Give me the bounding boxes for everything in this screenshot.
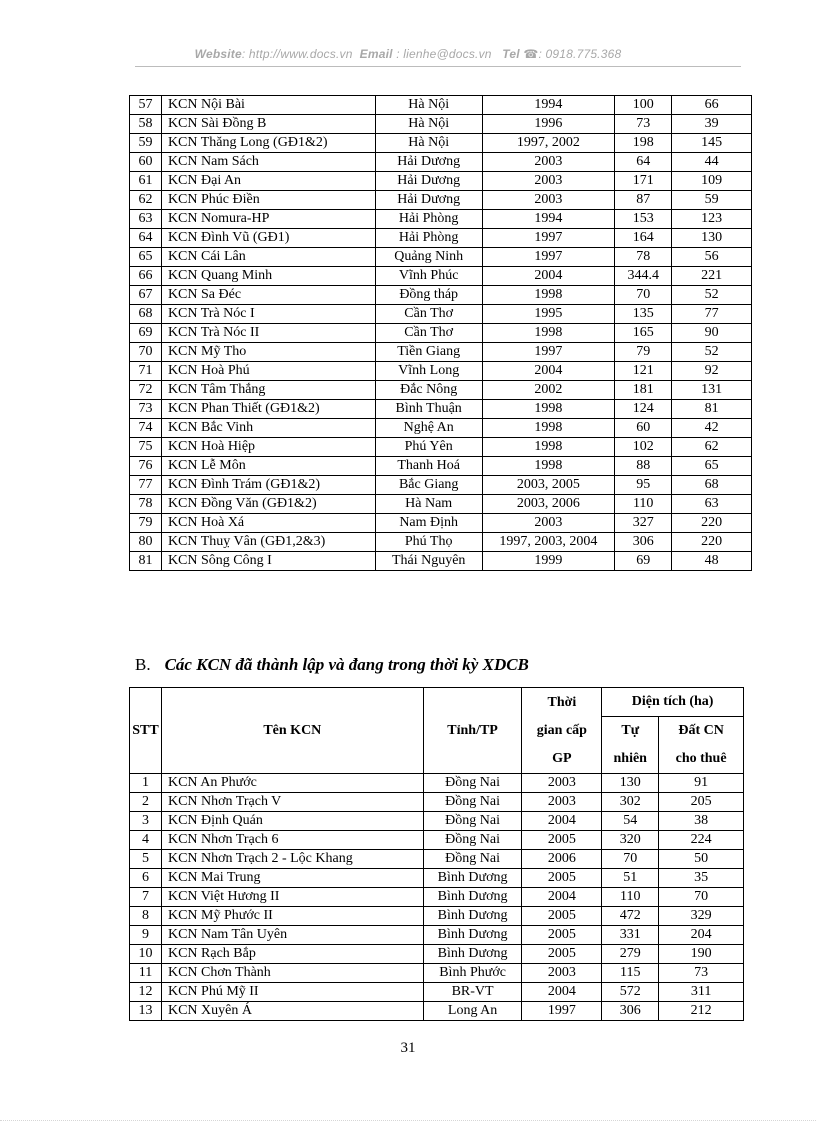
table-row [130, 381, 752, 400]
row-stt: 11 [130, 964, 162, 983]
row-natural-area: 70 [602, 850, 659, 869]
table-row [130, 983, 744, 1002]
table-row [130, 229, 752, 248]
row-year: 2005 [522, 831, 602, 850]
row-stt: 80 [130, 533, 162, 552]
row-province: Thái Nguyên [375, 552, 482, 571]
row-lease-area: 42 [672, 419, 752, 438]
row-province: Hà Nội [375, 115, 482, 134]
row-province: Cần Thơ [375, 305, 482, 324]
row-stt: 7 [130, 888, 162, 907]
row-lease-area: 56 [672, 248, 752, 267]
row-year: 2003 [482, 191, 615, 210]
table-row [130, 248, 752, 267]
row-lease-area: 329 [659, 907, 744, 926]
row-province: Bình Dương [423, 888, 522, 907]
row-year: 2004 [522, 983, 602, 1002]
row-year: 1998 [482, 286, 615, 305]
row-year: 1994 [482, 96, 615, 115]
row-lease-area: 63 [672, 495, 752, 514]
email-label: Email [359, 47, 393, 61]
row-province: Bình Phước [423, 964, 522, 983]
table-row [130, 945, 744, 964]
row-year: 1998 [482, 438, 615, 457]
table-row [130, 476, 752, 495]
row-province: Thanh Hoá [375, 457, 482, 476]
row-stt: 6 [130, 869, 162, 888]
row-name: KCN Bắc Vinh [161, 419, 375, 438]
row-name: KCN Nomura-HP [161, 210, 375, 229]
row-lease-area: 109 [672, 172, 752, 191]
row-province: Tiền Giang [375, 343, 482, 362]
header-area: Diện tích (ha) [602, 688, 744, 717]
table-row [130, 172, 752, 191]
row-province: Đồng Nai [423, 831, 522, 850]
row-province: Bắc Giang [375, 476, 482, 495]
table-row [130, 305, 752, 324]
table-row [130, 907, 744, 926]
row-year: 1998 [482, 400, 615, 419]
row-year: 2003 [482, 153, 615, 172]
email-value: : lienhe@docs.vn [396, 47, 492, 61]
row-name: KCN Cái Lân [161, 248, 375, 267]
row-province: Bình Dương [423, 945, 522, 964]
row-name: KCN Thuỵ Vân (GĐ1,2&3) [161, 533, 375, 552]
row-name: KCN Thăng Long (GĐ1&2) [161, 134, 375, 153]
section-b-title [135, 655, 529, 675]
row-province: Long An [423, 1002, 522, 1021]
row-natural-area: 171 [615, 172, 672, 191]
row-lease-area: 66 [672, 96, 752, 115]
row-stt: 75 [130, 438, 162, 457]
row-natural-area: 54 [602, 812, 659, 831]
row-stt: 68 [130, 305, 162, 324]
row-lease-area: 205 [659, 793, 744, 812]
row-province: Phú Yên [375, 438, 482, 457]
row-natural-area: 153 [615, 210, 672, 229]
row-name: KCN Đại An [161, 172, 375, 191]
row-province: Đồng Nai [423, 850, 522, 869]
row-province: Phú Thọ [375, 533, 482, 552]
row-stt: 76 [130, 457, 162, 476]
row-lease-area: 130 [672, 229, 752, 248]
row-province: Bình Thuận [375, 400, 482, 419]
table-row [130, 812, 744, 831]
row-name: KCN Mỹ Phước II [161, 907, 423, 926]
row-lease-area: 38 [659, 812, 744, 831]
table-row [130, 191, 752, 210]
phone-icon: ☎ [523, 47, 539, 61]
row-stt: 1 [130, 774, 162, 793]
row-natural-area: 87 [615, 191, 672, 210]
row-stt: 81 [130, 552, 162, 571]
industrial-zones-table-a [129, 95, 752, 571]
row-province: Vĩnh Phúc [375, 267, 482, 286]
row-year: 2003 [522, 964, 602, 983]
header-lease [659, 717, 744, 774]
row-name: KCN Nhơn Trạch 6 [161, 831, 423, 850]
page-header [0, 47, 816, 61]
table-row [130, 926, 744, 945]
row-name: KCN Hoà Phú [161, 362, 375, 381]
row-lease-area: 91 [659, 774, 744, 793]
row-stt: 66 [130, 267, 162, 286]
row-natural-area: 472 [602, 907, 659, 926]
row-natural-area: 121 [615, 362, 672, 381]
row-year: 2003 [522, 793, 602, 812]
row-name: KCN Đình Trám (GĐ1&2) [161, 476, 375, 495]
row-natural-area: 181 [615, 381, 672, 400]
row-stt: 64 [130, 229, 162, 248]
row-name: KCN Nội Bài [161, 96, 375, 115]
row-lease-area: 65 [672, 457, 752, 476]
row-stt: 3 [130, 812, 162, 831]
row-name: KCN Quang Minh [161, 267, 375, 286]
table-row [130, 400, 752, 419]
row-lease-area: 220 [672, 533, 752, 552]
row-province: Bình Dương [423, 869, 522, 888]
row-lease-area: 145 [672, 134, 752, 153]
row-name: KCN Xuyên Á [161, 1002, 423, 1021]
row-stt: 61 [130, 172, 162, 191]
row-name: KCN Nam Tân Uyên [161, 926, 423, 945]
row-province: Hải Phòng [375, 229, 482, 248]
row-year: 2003, 2005 [482, 476, 615, 495]
row-stt: 69 [130, 324, 162, 343]
row-year: 1999 [482, 552, 615, 571]
row-lease-area: 81 [672, 400, 752, 419]
row-province: Hải Dương [375, 191, 482, 210]
row-province: Nam Định [375, 514, 482, 533]
table-row [130, 96, 752, 115]
row-natural-area: 102 [615, 438, 672, 457]
tel-label: Tel [502, 47, 520, 61]
table-row [130, 210, 752, 229]
header-natural [602, 717, 659, 774]
table-row [130, 495, 752, 514]
row-province: Đồng Nai [423, 793, 522, 812]
row-year: 2003 [522, 774, 602, 793]
row-lease-area: 131 [672, 381, 752, 400]
table-row [130, 774, 744, 793]
header-stt: STT [130, 688, 162, 774]
row-natural-area: 331 [602, 926, 659, 945]
table-row [130, 362, 752, 381]
row-natural-area: 198 [615, 134, 672, 153]
row-name: KCN An Phước [161, 774, 423, 793]
header-lease-line1: Đất CN [678, 723, 724, 738]
row-stt: 13 [130, 1002, 162, 1021]
row-lease-area: 224 [659, 831, 744, 850]
row-year: 1998 [482, 419, 615, 438]
table-b-body [130, 774, 744, 1021]
header-name: Tên KCN [161, 688, 423, 774]
row-province: Hải Phòng [375, 210, 482, 229]
row-name: KCN Phú Mỹ II [161, 983, 423, 1002]
table-row [130, 115, 752, 134]
row-natural-area: 165 [615, 324, 672, 343]
row-lease-area: 123 [672, 210, 752, 229]
row-natural-area: 60 [615, 419, 672, 438]
row-province: Hà Nam [375, 495, 482, 514]
table-row [130, 793, 744, 812]
row-province: Hải Dương [375, 153, 482, 172]
row-name: KCN Mai Trung [161, 869, 423, 888]
row-province: Đồng Nai [423, 774, 522, 793]
row-natural-area: 110 [615, 495, 672, 514]
row-province: Hải Dương [375, 172, 482, 191]
website-label: Website [194, 47, 242, 61]
table-row [130, 153, 752, 172]
header-year [522, 688, 602, 774]
row-province: Đồng Nai [423, 812, 522, 831]
table-row [130, 134, 752, 153]
row-year: 2003 [482, 172, 615, 191]
row-stt: 4 [130, 831, 162, 850]
header-year-line1: Thời [547, 694, 577, 710]
row-stt: 10 [130, 945, 162, 964]
row-lease-area: 70 [659, 888, 744, 907]
row-stt: 72 [130, 381, 162, 400]
row-stt: 60 [130, 153, 162, 172]
row-stt: 71 [130, 362, 162, 381]
header-year-line2: gian cấp [536, 722, 587, 738]
row-province: Bình Dương [423, 907, 522, 926]
row-natural-area: 302 [602, 793, 659, 812]
row-lease-area: 39 [672, 115, 752, 134]
row-natural-area: 327 [615, 514, 672, 533]
row-year: 2006 [522, 850, 602, 869]
row-province: Đồng tháp [375, 286, 482, 305]
row-year: 1996 [482, 115, 615, 134]
row-name: KCN Đình Vũ (GĐ1) [161, 229, 375, 248]
row-year: 2005 [522, 907, 602, 926]
row-natural-area: 135 [615, 305, 672, 324]
row-name: KCN Nhơn Trạch 2 - Lộc Khang [161, 850, 423, 869]
row-stt: 79 [130, 514, 162, 533]
row-name: KCN Chơn Thành [161, 964, 423, 983]
header-divider [135, 66, 741, 67]
row-lease-area: 44 [672, 153, 752, 172]
row-year: 2004 [482, 267, 615, 286]
table-row [130, 1002, 744, 1021]
row-year: 1997 [482, 343, 615, 362]
table-row [130, 850, 744, 869]
row-lease-area: 35 [659, 869, 744, 888]
row-lease-area: 90 [672, 324, 752, 343]
row-name: KCN Sài Đồng B [161, 115, 375, 134]
row-year: 1997 [522, 1002, 602, 1021]
row-name: KCN Tâm Thắng [161, 381, 375, 400]
row-natural-area: 95 [615, 476, 672, 495]
row-stt: 9 [130, 926, 162, 945]
row-stt: 62 [130, 191, 162, 210]
row-stt: 67 [130, 286, 162, 305]
row-province: Cần Thơ [375, 324, 482, 343]
row-natural-area: 320 [602, 831, 659, 850]
row-province: Hà Nội [375, 96, 482, 115]
row-year: 2005 [522, 869, 602, 888]
row-name: KCN Trà Nóc II [161, 324, 375, 343]
row-province: BR-VT [423, 983, 522, 1002]
row-lease-area: 190 [659, 945, 744, 964]
row-stt: 70 [130, 343, 162, 362]
row-name: KCN Hoà Xá [161, 514, 375, 533]
section-letter: B. [135, 655, 151, 674]
footer-divider [0, 1120, 816, 1121]
row-name: KCN Nhơn Trạch V [161, 793, 423, 812]
row-stt: 12 [130, 983, 162, 1002]
row-lease-area: 212 [659, 1002, 744, 1021]
row-year: 1998 [482, 457, 615, 476]
row-lease-area: 68 [672, 476, 752, 495]
row-natural-area: 124 [615, 400, 672, 419]
row-name: KCN Nam Sách [161, 153, 375, 172]
table-row [130, 343, 752, 362]
row-stt: 58 [130, 115, 162, 134]
row-name: KCN Lễ Môn [161, 457, 375, 476]
row-natural-area: 115 [602, 964, 659, 983]
row-natural-area: 100 [615, 96, 672, 115]
row-province: Đắc Nông [375, 381, 482, 400]
row-natural-area: 51 [602, 869, 659, 888]
tel-value: : 0918.775.368 [538, 47, 622, 61]
header-lease-line2: cho thuê [675, 751, 727, 766]
table-row [130, 552, 752, 571]
row-year: 2005 [522, 945, 602, 964]
row-year: 2005 [522, 926, 602, 945]
row-stt: 78 [130, 495, 162, 514]
row-natural-area: 88 [615, 457, 672, 476]
row-province: Nghệ An [375, 419, 482, 438]
row-name: KCN Định Quán [161, 812, 423, 831]
row-lease-area: 48 [672, 552, 752, 571]
header-natural-line2: nhiên [613, 751, 647, 766]
row-name: KCN Sa Đéc [161, 286, 375, 305]
row-natural-area: 73 [615, 115, 672, 134]
row-natural-area: 79 [615, 343, 672, 362]
row-name: KCN Phan Thiết (GĐ1&2) [161, 400, 375, 419]
row-lease-area: 50 [659, 850, 744, 869]
row-year: 1997, 2002 [482, 134, 615, 153]
page-number: 31 [400, 1040, 416, 1056]
table-row [130, 533, 752, 552]
table-row [130, 286, 752, 305]
row-natural-area: 110 [602, 888, 659, 907]
row-stt: 59 [130, 134, 162, 153]
table-row [130, 438, 752, 457]
row-lease-area: 52 [672, 286, 752, 305]
row-year: 1995 [482, 305, 615, 324]
row-natural-area: 306 [602, 1002, 659, 1021]
header-province: Tỉnh/TP [423, 688, 522, 774]
row-stt: 77 [130, 476, 162, 495]
row-stt: 65 [130, 248, 162, 267]
row-lease-area: 77 [672, 305, 752, 324]
row-name: KCN Rạch Bắp [161, 945, 423, 964]
row-province: Quảng Ninh [375, 248, 482, 267]
row-name: KCN Hoà Hiệp [161, 438, 375, 457]
header-year-line3: GP [552, 750, 572, 766]
table-row [130, 419, 752, 438]
row-year: 1997 [482, 229, 615, 248]
row-natural-area: 64 [615, 153, 672, 172]
row-natural-area: 164 [615, 229, 672, 248]
table-a-body [130, 96, 752, 571]
row-year: 1997, 2003, 2004 [482, 533, 615, 552]
row-natural-area: 344.4 [615, 267, 672, 286]
row-lease-area: 204 [659, 926, 744, 945]
row-stt: 8 [130, 907, 162, 926]
row-name: KCN Trà Nóc I [161, 305, 375, 324]
row-lease-area: 73 [659, 964, 744, 983]
row-lease-area: 92 [672, 362, 752, 381]
table-row [130, 267, 752, 286]
row-year: 2003, 2006 [482, 495, 615, 514]
row-lease-area: 59 [672, 191, 752, 210]
section-heading: Các KCN đã thành lập và đang trong thời kỳ XDCB [164, 655, 529, 674]
row-natural-area: 78 [615, 248, 672, 267]
row-year: 2004 [482, 362, 615, 381]
row-name: KCN Đồng Văn (GĐ1&2) [161, 495, 375, 514]
row-name: KCN Việt Hương II [161, 888, 423, 907]
row-lease-area: 220 [672, 514, 752, 533]
header-natural-line1: Tự [621, 723, 640, 738]
row-province: Vĩnh Long [375, 362, 482, 381]
row-year: 2004 [522, 888, 602, 907]
row-stt: 5 [130, 850, 162, 869]
row-stt: 2 [130, 793, 162, 812]
row-natural-area: 130 [602, 774, 659, 793]
row-year: 1994 [482, 210, 615, 229]
row-stt: 63 [130, 210, 162, 229]
table-row [130, 831, 744, 850]
row-year: 2003 [482, 514, 615, 533]
row-lease-area: 62 [672, 438, 752, 457]
row-lease-area: 311 [659, 983, 744, 1002]
row-name: KCN Sông Công I [161, 552, 375, 571]
row-natural-area: 70 [615, 286, 672, 305]
row-lease-area: 221 [672, 267, 752, 286]
row-stt: 73 [130, 400, 162, 419]
row-natural-area: 572 [602, 983, 659, 1002]
row-province: Hà Nội [375, 134, 482, 153]
table-row [130, 964, 744, 983]
industrial-zones-table-b [129, 687, 744, 1021]
row-lease-area: 52 [672, 343, 752, 362]
row-natural-area: 279 [602, 945, 659, 964]
row-stt: 57 [130, 96, 162, 115]
row-natural-area: 69 [615, 552, 672, 571]
row-natural-area: 306 [615, 533, 672, 552]
table-row [130, 457, 752, 476]
table-row [130, 869, 744, 888]
row-province: Bình Dương [423, 926, 522, 945]
website-value: : http://www.docs.vn [241, 47, 353, 61]
table-row [130, 324, 752, 343]
row-year: 1997 [482, 248, 615, 267]
row-year: 2004 [522, 812, 602, 831]
row-name: KCN Mỹ Tho [161, 343, 375, 362]
table-row [130, 888, 744, 907]
row-year: 2002 [482, 381, 615, 400]
row-year: 1998 [482, 324, 615, 343]
table-row [130, 514, 752, 533]
row-name: KCN Phúc Điền [161, 191, 375, 210]
row-stt: 74 [130, 419, 162, 438]
